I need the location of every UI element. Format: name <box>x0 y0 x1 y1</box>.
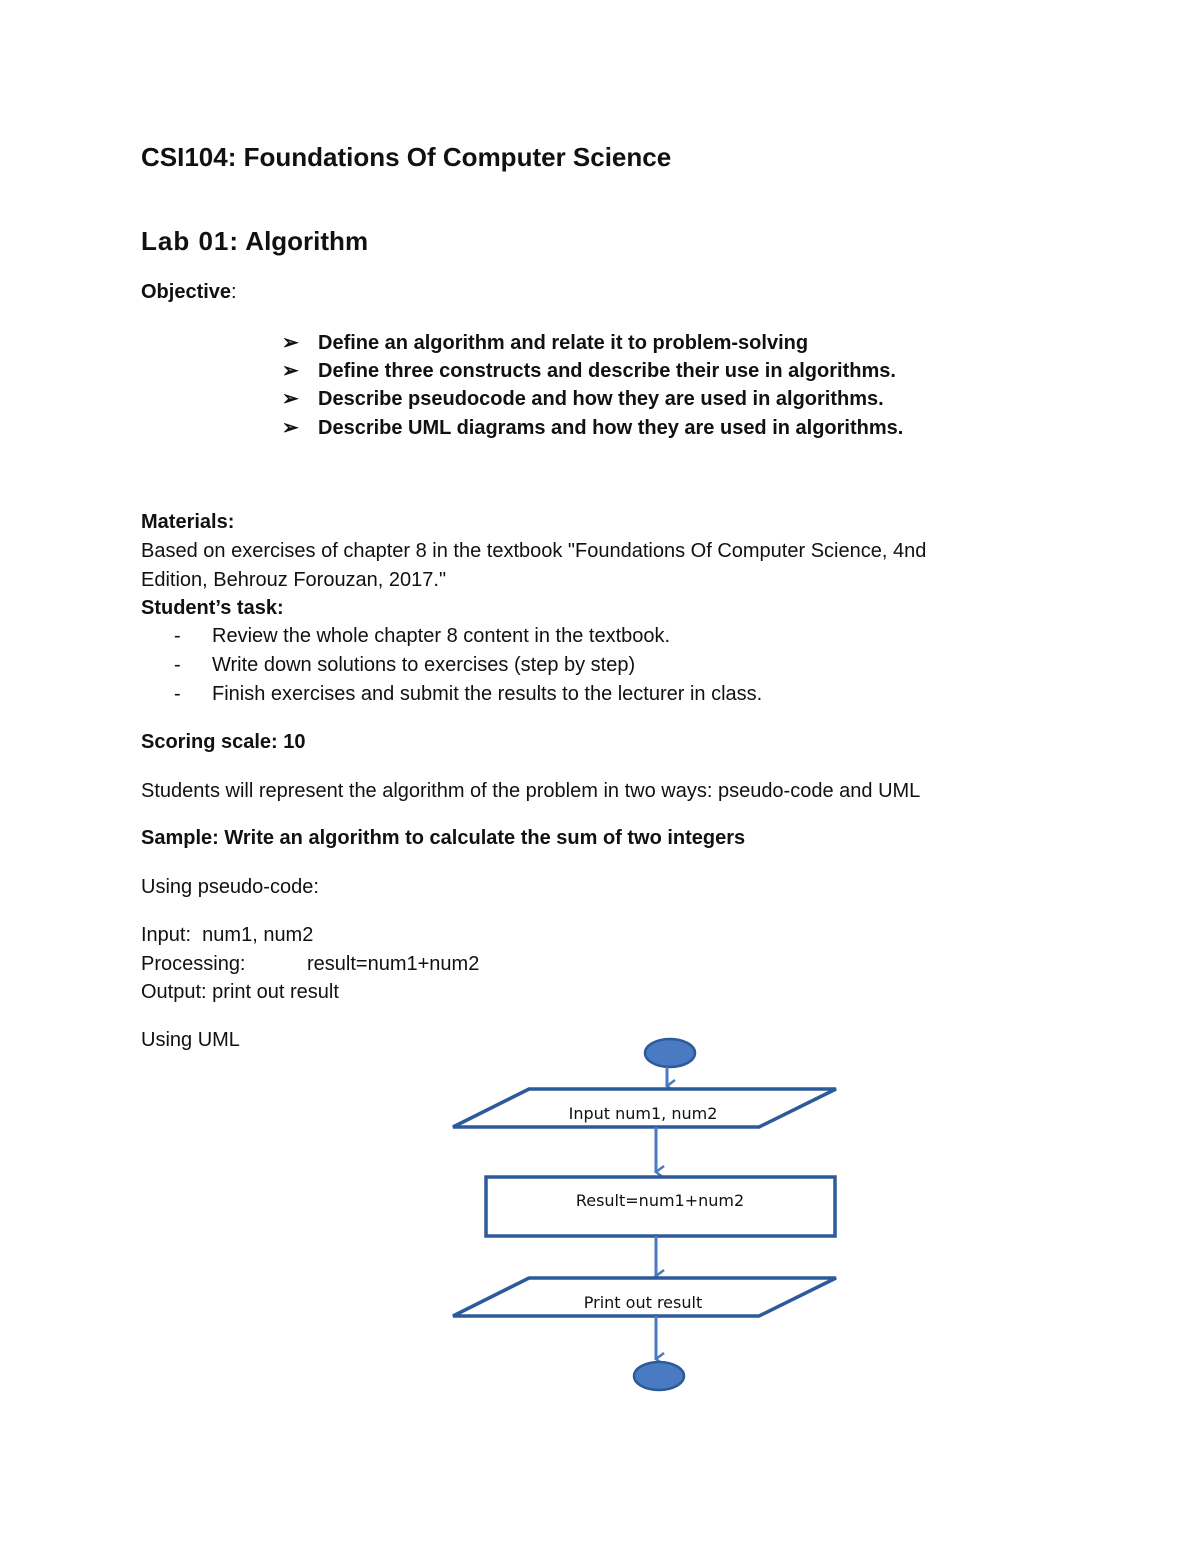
intro-text: Students will represent the algorithm of the problem in two ways: pseudo-code and UML <box>141 780 921 802</box>
input-shape-text: Input num1, num2 <box>568 1104 718 1123</box>
scoring-label: Scoring scale: 10 <box>141 731 306 753</box>
dash-bullet: - <box>174 683 181 705</box>
arrow-bullet-icon: ➢ <box>282 388 299 410</box>
objective-item-text: Describe pseudocode and how they are used in algorithms. <box>318 388 884 410</box>
pseudo-output-key: Output: <box>141 981 207 1003</box>
objective-colon: : <box>231 281 237 303</box>
objective-item-text: Describe UML diagrams and how they are used in algorithms. <box>318 417 904 439</box>
task-item-text: Write down solutions to exercises (step by step) <box>212 654 636 676</box>
dash-bullet: - <box>174 654 181 676</box>
materials-label: Materials: <box>141 511 235 533</box>
materials-text-line2: Edition, Behrouz Forouzan, 2017." <box>141 569 447 591</box>
end-terminal <box>634 1362 684 1390</box>
pseudo-code-label: Using pseudo-code: <box>141 876 319 898</box>
lab-name: Algorithm <box>245 226 369 256</box>
pseudo-input-value: num1, num2 <box>202 924 314 946</box>
process-shape-text: Result=num1+num2 <box>575 1191 745 1210</box>
start-terminal <box>645 1039 695 1067</box>
objective-item-text: Define three constructs and describe their use in algorithms. <box>318 360 896 382</box>
arrow-bullet-icon: ➢ <box>282 360 299 382</box>
sample-title: Sample: Write an algorithm to calculate the sum of two integers <box>141 827 746 849</box>
task-label: Student’s task: <box>141 597 284 619</box>
task-item-text: Finish exercises and submit the results to the lecturer in class. <box>212 683 763 705</box>
pseudo-processing-value: result=num1+num2 <box>307 953 480 975</box>
pseudo-input-key: Input: <box>141 924 192 946</box>
objective-label: Objective <box>141 281 232 303</box>
output-shape-text: Print out result <box>583 1293 703 1312</box>
uml-label: Using UML <box>141 1029 240 1051</box>
arrow-bullet-icon: ➢ <box>282 332 299 354</box>
pseudo-processing-key: Processing: <box>141 953 246 975</box>
dash-bullet: - <box>174 625 181 647</box>
course-title: CSI104: Foundations Of Computer Science <box>141 142 672 172</box>
pseudo-output-value: print out result <box>212 981 339 1003</box>
materials-text-line1: Based on exercises of chapter 8 in the textbook "Foundations Of Computer Science, 4nd <box>141 540 927 562</box>
task-item-text: Review the whole chapter 8 content in the textbook. <box>212 625 671 647</box>
lab-number: Lab 01: <box>141 226 240 256</box>
objective-item-text: Define an algorithm and relate it to problem-solving <box>318 332 809 354</box>
arrow-bullet-icon: ➢ <box>282 417 299 439</box>
